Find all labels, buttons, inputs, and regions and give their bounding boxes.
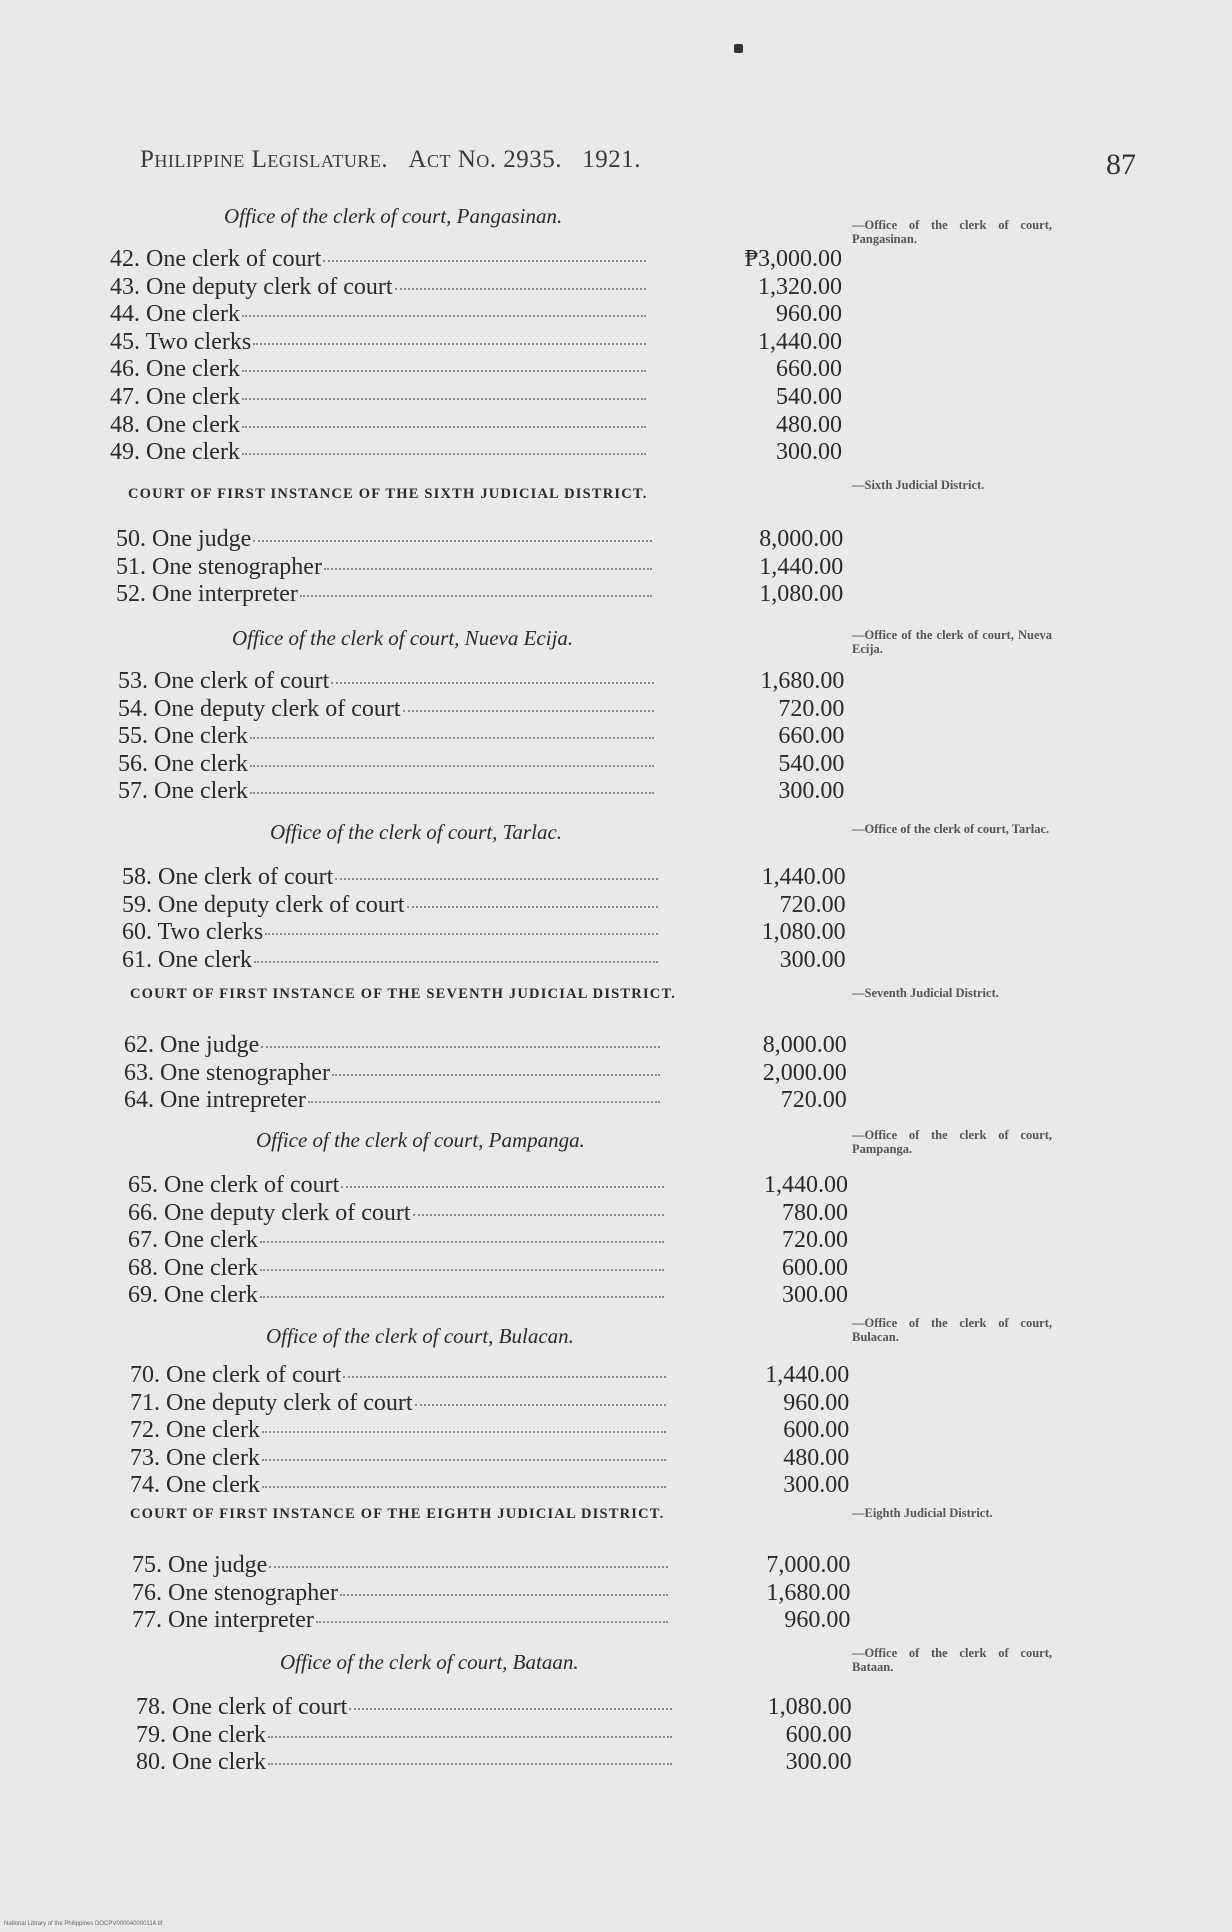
section-title: Office of the clerk of court, Bulacan. bbox=[266, 1324, 574, 1348]
salary-amount: 540.00 bbox=[776, 384, 842, 410]
section-title: Office of the clerk of court, Nueva Ecija. bbox=[232, 626, 574, 650]
appropriation-row bbox=[128, 1282, 928, 1310]
position-text: 66. One deputy clerk of court bbox=[128, 1199, 411, 1226]
salary-amount: 660.00 bbox=[776, 356, 842, 383]
salary-amount: 720.00 bbox=[778, 695, 845, 722]
position-text: 54. One deputy clerk of court bbox=[118, 695, 401, 722]
position-text: 73. One clerk bbox=[130, 1444, 260, 1471]
position-text: 52. One interpreter bbox=[116, 581, 298, 608]
appropriation-row bbox=[136, 1722, 936, 1750]
salary-amount: 780.00 bbox=[782, 1199, 848, 1226]
appropriation-row bbox=[122, 864, 922, 892]
position-text: 53. One clerk of court bbox=[118, 668, 330, 694]
salary-amount: 1,680.00 bbox=[766, 1579, 851, 1606]
margin-note: —Office of the clerk of court, Bataan. bbox=[852, 1646, 1052, 1674]
position-text: 70. One clerk of court bbox=[130, 1362, 342, 1388]
position-text: 48. One clerk bbox=[110, 411, 240, 438]
section-title: COURT OF FIRST INSTANCE OF THE EIGHTH JUDICIAL DISTRICT. bbox=[130, 1506, 665, 1522]
appropriation-row bbox=[128, 1172, 928, 1200]
salary-amount: 8,000.00 bbox=[762, 1032, 847, 1058]
appropriation-row bbox=[128, 1227, 928, 1255]
salary-amount: 600.00 bbox=[785, 1721, 852, 1748]
header-year: 1921. bbox=[582, 146, 642, 173]
margin-note: —Office of the clerk of court, Bulacan. bbox=[852, 1316, 1052, 1344]
salary-amount: 300.00 bbox=[779, 946, 846, 973]
appropriation-row bbox=[124, 1087, 924, 1115]
position-text: 62. One judge bbox=[124, 1032, 260, 1058]
salary-amount: 2,000.00 bbox=[762, 1059, 847, 1086]
appropriation-row bbox=[110, 412, 910, 440]
salary-amount: ₱3,000.00 bbox=[744, 246, 842, 272]
salary-amount: 1,320.00 bbox=[758, 273, 842, 300]
salary-amount: 960.00 bbox=[783, 1389, 850, 1416]
running-header bbox=[140, 146, 641, 174]
appropriation-row bbox=[116, 526, 916, 554]
salary-amount: 720.00 bbox=[780, 1087, 847, 1114]
position-text: 49. One clerk bbox=[110, 439, 240, 466]
margin-note: —Sixth Judicial District. bbox=[852, 478, 985, 492]
margin-note: —Office of the clerk of court, Pangasinan. bbox=[852, 218, 1052, 246]
appropriation-row bbox=[110, 246, 910, 274]
salary-amount: 1,440.00 bbox=[765, 1362, 850, 1388]
salary-amount: 720.00 bbox=[779, 891, 846, 918]
appropriation-row bbox=[118, 696, 918, 724]
position-text: 45. Two clerks bbox=[110, 328, 252, 355]
salary-amount: 300.00 bbox=[782, 1282, 848, 1309]
appropriation-row bbox=[118, 723, 918, 751]
salary-amount: 1,440.00 bbox=[759, 553, 844, 580]
position-text: 51. One stenographer bbox=[116, 553, 322, 580]
salary-amount: 300.00 bbox=[776, 439, 842, 466]
position-text: 75. One judge bbox=[132, 1552, 268, 1578]
salary-amount: 1,440.00 bbox=[758, 328, 842, 355]
appropriation-row bbox=[132, 1552, 932, 1580]
appropriation-row bbox=[110, 301, 910, 329]
section-title: Office of the clerk of court, Tarlac. bbox=[270, 820, 563, 844]
position-text: 56. One clerk bbox=[118, 750, 248, 777]
appropriation-row bbox=[110, 274, 910, 302]
margin-note: —Office of the clerk of court, Nueva Ecija. bbox=[852, 628, 1052, 656]
appropriation-row bbox=[136, 1749, 936, 1777]
appropriation-row bbox=[110, 329, 910, 357]
position-text: 67. One clerk bbox=[128, 1227, 258, 1254]
salary-amount: 1,440.00 bbox=[761, 864, 846, 890]
position-text: 43. One deputy clerk of court bbox=[110, 273, 393, 300]
appropriation-row bbox=[110, 356, 910, 384]
section-title: Office of the clerk of court, Pangasinan. bbox=[224, 204, 563, 228]
position-text: 57. One clerk bbox=[118, 778, 248, 805]
salary-amount: 720.00 bbox=[782, 1227, 848, 1254]
appropriation-row bbox=[122, 892, 922, 920]
position-text: 63. One stenographer bbox=[124, 1059, 330, 1086]
section-title: COURT OF FIRST INSTANCE OF THE SEVENTH JUDICIAL DISTRICT. bbox=[130, 986, 677, 1002]
margin-note: —Seventh Judicial District. bbox=[852, 986, 999, 1000]
appropriation-row bbox=[110, 384, 910, 412]
salary-amount: 480.00 bbox=[783, 1444, 850, 1471]
position-text: 80. One clerk bbox=[136, 1749, 266, 1776]
margin-note: —Office of the clerk of court, Pampanga. bbox=[852, 1128, 1052, 1156]
position-text: 65. One clerk of court bbox=[128, 1172, 340, 1198]
appropriation-row bbox=[118, 778, 918, 806]
appropriation-row bbox=[118, 751, 918, 779]
position-text: 46. One clerk bbox=[110, 356, 240, 383]
position-text: 76. One stenographer bbox=[132, 1579, 338, 1606]
appropriation-row bbox=[128, 1200, 928, 1228]
appropriation-row bbox=[130, 1390, 930, 1418]
header-title: Philippine Legislature. bbox=[140, 146, 389, 173]
salary-amount: 540.00 bbox=[778, 750, 845, 777]
salary-amount: 600.00 bbox=[783, 1417, 850, 1444]
appropriation-row bbox=[130, 1445, 930, 1473]
position-text: 47. One clerk bbox=[110, 384, 240, 410]
scan-footer: National Library of the Philippines DOCPV000040000114.tif bbox=[4, 1921, 163, 1927]
position-text: 42. One clerk of court bbox=[110, 246, 322, 272]
section-title: Office of the clerk of court, Bataan. bbox=[280, 1650, 579, 1674]
position-text: 64. One intrepreter bbox=[124, 1087, 306, 1114]
position-text: 77. One interpreter bbox=[132, 1607, 314, 1634]
position-text: 61. One clerk bbox=[122, 946, 252, 973]
salary-amount: 300.00 bbox=[778, 778, 845, 805]
position-text: 71. One deputy clerk of court bbox=[130, 1389, 413, 1416]
appropriation-row bbox=[130, 1362, 930, 1390]
appropriation-row bbox=[132, 1607, 932, 1635]
salary-amount: 1,080.00 bbox=[767, 1694, 852, 1720]
section-title: COURT OF FIRST INSTANCE OF THE SIXTH JUDICIAL DISTRICT. bbox=[128, 486, 648, 502]
salary-amount: 1,440.00 bbox=[764, 1172, 848, 1198]
margin-note: —Eighth Judicial District. bbox=[852, 1506, 993, 1520]
position-text: 78. One clerk of court bbox=[136, 1694, 348, 1720]
position-text: 59. One deputy clerk of court bbox=[122, 891, 405, 918]
salary-amount: 960.00 bbox=[776, 301, 842, 328]
salary-amount: 660.00 bbox=[778, 723, 845, 750]
appropriation-row bbox=[124, 1060, 924, 1088]
appropriation-row bbox=[132, 1580, 932, 1608]
salary-amount: 1,680.00 bbox=[760, 668, 845, 694]
appropriation-row bbox=[122, 947, 922, 975]
margin-note: —Office of the clerk of court, Tarlac. bbox=[852, 822, 1050, 836]
salary-amount: 600.00 bbox=[782, 1254, 848, 1281]
position-text: 55. One clerk bbox=[118, 723, 248, 750]
appropriation-row bbox=[136, 1694, 936, 1722]
salary-amount: 7,000.00 bbox=[766, 1552, 851, 1578]
salary-amount: 300.00 bbox=[785, 1749, 852, 1776]
salary-amount: 1,080.00 bbox=[759, 581, 844, 608]
salary-amount: 8,000.00 bbox=[759, 526, 844, 552]
section-title: Office of the clerk of court, Pampanga. bbox=[256, 1128, 585, 1152]
appropriation-row bbox=[116, 554, 916, 582]
salary-amount: 300.00 bbox=[783, 1472, 850, 1499]
position-text: 58. One clerk of court bbox=[122, 864, 334, 890]
position-text: 50. One judge bbox=[116, 526, 252, 552]
ink-mark bbox=[734, 44, 743, 53]
salary-amount: 960.00 bbox=[784, 1607, 851, 1634]
salary-amount: 480.00 bbox=[776, 411, 842, 438]
page-number: 87 bbox=[1106, 148, 1136, 181]
appropriation-row bbox=[116, 581, 916, 609]
appropriation-row bbox=[128, 1255, 928, 1283]
appropriation-row bbox=[124, 1032, 924, 1060]
position-text: 79. One clerk bbox=[136, 1721, 266, 1748]
salary-amount: 1,080.00 bbox=[761, 919, 846, 946]
position-text: 60. Two clerks bbox=[122, 919, 264, 946]
position-text: 44. One clerk bbox=[110, 301, 240, 328]
position-text: 68. One clerk bbox=[128, 1254, 258, 1281]
appropriation-row bbox=[130, 1472, 930, 1500]
header-act: Act No. 2935. bbox=[408, 146, 563, 173]
position-text: 74. One clerk bbox=[130, 1472, 260, 1499]
position-text: 69. One clerk bbox=[128, 1282, 258, 1309]
appropriation-row bbox=[110, 439, 910, 467]
appropriation-row bbox=[122, 919, 922, 947]
appropriation-row bbox=[118, 668, 918, 696]
appropriation-row bbox=[130, 1417, 930, 1445]
position-text: 72. One clerk bbox=[130, 1417, 260, 1444]
